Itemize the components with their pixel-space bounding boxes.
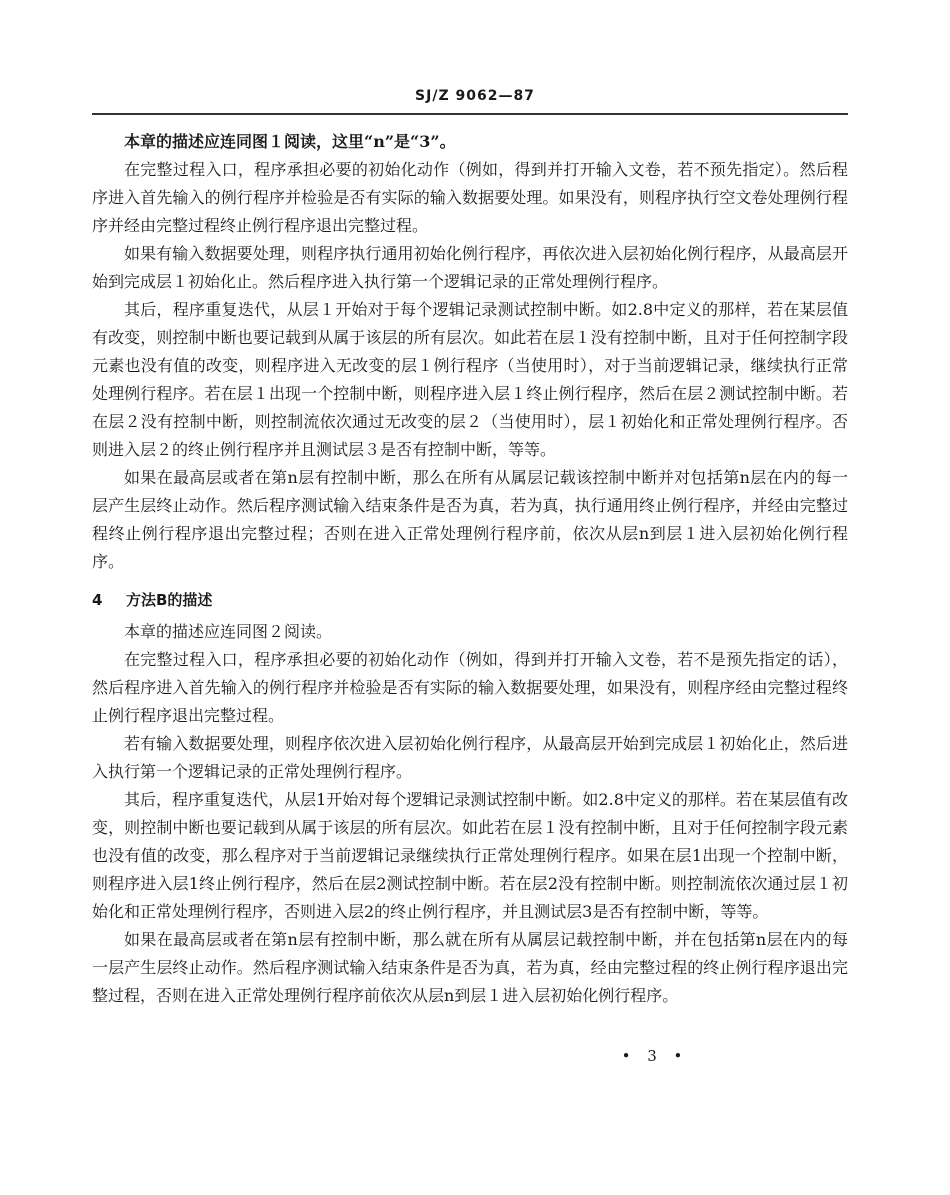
paragraph: 如果在最高层或者在第n层有控制中断，那么在所有从属层记载该控制中断并对包括第n层在内的每一层产生层终止动作。然后程序测试输入结束条件是否为真，若为真，执行通用终止例行程序，并经由完整过程终止例行程序退出完整过程；否则在进入正常处理例行程序前，依次从层n到层１进入层初始化例行程序。 (92, 468, 848, 571)
page-number: • 3 • (621, 1047, 689, 1065)
paragraph: 如果在最高层或者在第n层有控制中断，那么就在所有从属层记载控制中断，并在包括第n层在内的每一层产生层终止动作。然后程序测试输入结束条件是否为真，若为真，经由完整过程的终止例行程序退出完整过程，否则在进入正常处理例行程序前依次从层n到层１进入层初始化例行程序。 (92, 930, 848, 1005)
paragraph: 其后，程序重复迭代，从层1开始对每个逻辑记录测试控制中断。如2.8中定义的那样。若在某层值有改变，则控制中断也要记载到从属于该层的所有层次。如此若在层１没有控制中断，且对于任何控制字段元素也没有值的改变，那么程序对于当前逻辑记录继续执行正常处理例行程序。如果在层1出现一个控制中断，则程序进入层1终止例行程序，然后在层2测试控制中断。若在层2没有控制中断。则控制流依次通过层１初始化和正常处理例行程序，否则进入层2的终止例行程序，并且测试层3是否有控制中断，等等。 (92, 790, 848, 921)
header-rule (92, 113, 848, 115)
section-heading (92, 586, 848, 614)
paragraph: 本章的描述应连同图１阅读，这里“n”是“3”。 (124, 132, 456, 151)
paragraph: 在完整过程入口，程序承担必要的初始化动作（例如，得到并打开输入文卷，若不是预先指定的话），然后程序进入首先输入的例行程序并检验是否有实际的输入数据要处理，如果没有，则程序经由完整过程终止例行程序退出完整过程。 (92, 650, 848, 725)
standard-code-header: SJ/Z 9062—87 (415, 88, 535, 104)
paragraph: 本章的描述应连同图２阅读。 (124, 622, 333, 641)
section-title: 方法B的描述 (126, 591, 213, 609)
section-number: 4 (92, 591, 103, 609)
paragraph: 如果有输入数据要处理，则程序执行通用初始化例行程序，再依次进入层初始化例行程序，从最高层开始到完成层１初始化止。然后程序进入执行第一个逻辑记录的正常处理例行程序。 (92, 244, 848, 291)
paragraph: 其后，程序重复迭代，从层１开始对于每个逻辑记录测试控制中断。如2.8中定义的那样，若在某层值有改变，则控制中断也要记载到从属于该层的所有层次。如此若在层１没有控制中断，且对于任何控制字段元素也没有值的改变，则程序进入无改变的层１例行程序（当使用时），对于当前逻辑记录，继续执行正常处理例行程序。若在层１出现一个控制中断，则程序进入层１终止例行程序，然后在层２测试控制中断。若在层２没有控制中断，则控制流依次通过无改变的层２（当使用时），层１初始化和正常处理例行程序。否则进入层２的终止例行程序并且测试层３是否有控制中断，等等。 (92, 300, 848, 459)
paragraph: 在完整过程入口，程序承担必要的初始化动作（例如，得到并打开输入文卷，若不预先指定）。然后程序进入首先输入的例行程序并检验是否有实际的输入数据要处理。如果没有，则程序执行空文卷处理例行程序并经由完整过程终止例行程序退出完整过程。 (92, 160, 848, 235)
page-content (92, 128, 848, 1010)
paragraph: 若有输入数据要处理，则程序依次进入层初始化例行程序，从最高层开始到完成层１初始化止，然后进入执行第一个逻辑记录的正常处理例行程序。 (92, 734, 848, 781)
